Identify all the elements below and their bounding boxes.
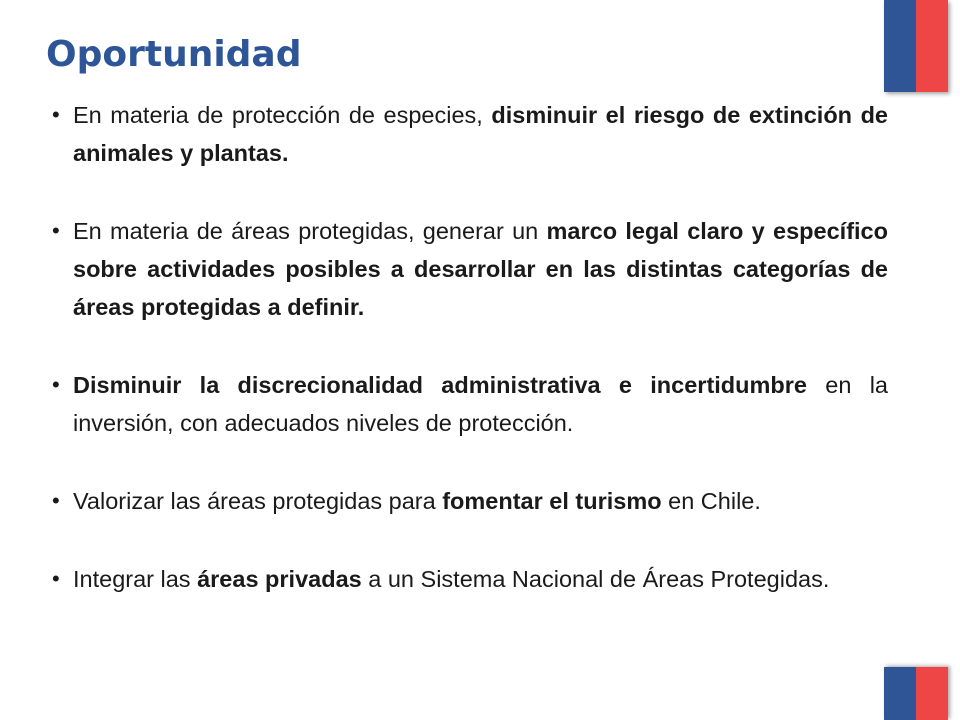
bullet-text-bold: fomentar el turismo <box>442 488 662 514</box>
flag-red-stripe <box>916 667 948 720</box>
flag-red-stripe <box>916 0 948 92</box>
bullet-text: En materia de protección de especies, <box>73 102 492 128</box>
bullet-text-bold: marco legal claro y específico sobre actividades posibles a desarrollar en las distintas categorías de áreas protegidas a definir. <box>73 218 888 320</box>
slide-title: Oportunidad <box>46 34 302 75</box>
bullet-text: Integrar las <box>73 566 198 592</box>
bullet-text-bold: áreas privadas <box>197 566 362 592</box>
bullet-item <box>52 560 888 598</box>
bullet-text: En materia de áreas protegidas, generar un <box>73 218 547 244</box>
bullet-text-bold: Disminuir la discrecionalidad administrativa e incertidumbre <box>73 372 807 398</box>
bullet-text: en Chile. <box>661 488 761 514</box>
flag-blue-stripe <box>884 0 916 92</box>
bullet-item <box>52 212 888 326</box>
bullet-text-bold: disminuir el riesgo de extinción de animales y plantas. <box>73 102 888 166</box>
flag-decoration-top <box>884 0 948 92</box>
bullet-item <box>52 96 888 172</box>
bullet-text: a un Sistema Nacional de Áreas Protegidas. <box>361 566 830 592</box>
bullet-list <box>52 96 888 638</box>
bullet-item <box>52 366 888 442</box>
flag-blue-stripe <box>884 667 916 720</box>
bullet-item <box>52 482 888 520</box>
bullet-text: en la inversión, con adecuados niveles de protección. <box>73 372 888 436</box>
flag-decoration-bottom <box>884 667 948 720</box>
bullet-text: Valorizar las áreas protegidas para <box>73 488 443 514</box>
